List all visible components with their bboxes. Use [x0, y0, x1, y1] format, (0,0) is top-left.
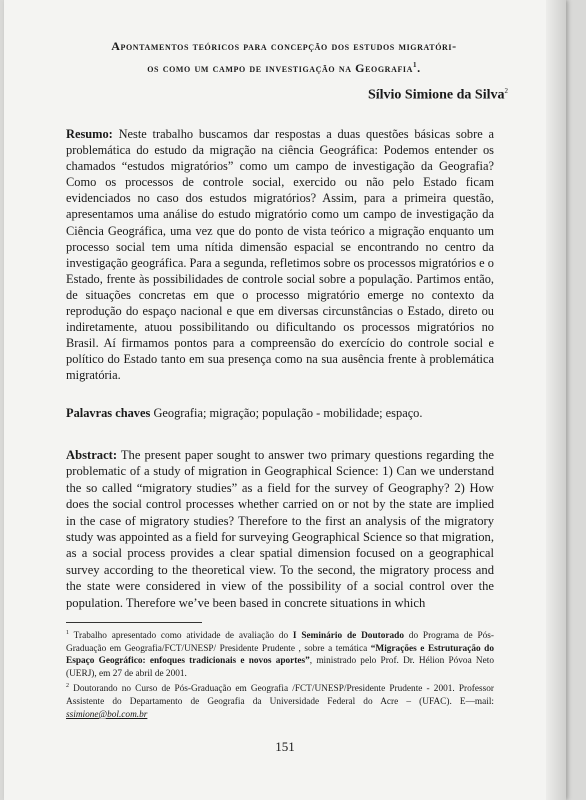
keywords-label: Palavras chaves [66, 406, 151, 420]
abstract-paragraph [66, 447, 494, 611]
article-title [44, 37, 524, 78]
footnote-1-text-c: , ministrado pelo Prof. Dr. Hélion Póvoa Neto (UERJ), em 27 de abril de 2001. [66, 656, 494, 679]
page-number: 151 [275, 739, 295, 754]
resumo-label: Resumo: [66, 127, 113, 141]
abstract-label: Abstract: [66, 448, 118, 462]
footnote-2 [66, 680, 494, 721]
footnote-2-text: Doutorando no Curso de Pós-Graduação em Geografia /FCT/UNESP/Presidente Prudente - 2001. Professor Assistente do Departamento de Geografia da Universidade Federal do Acre – (UFAC). E—mail: [66, 684, 494, 708]
title-trailing-dot: . [417, 61, 421, 75]
footnote-1 [66, 627, 494, 680]
resumo-text: Neste trabalho buscamos dar respostas a duas questões básicas sobre a problemática do estudo da migração na ciência Geográfica: Podemos entender os chamados “estudos migratórios” como um campo de investigação da Geografia? Como os processos de controle social, exercido ou não pelo Estado ficam evidenciados no caso dos estudos migratórios? Assim, para a primeira questão, apresentamos uma análise do estudo migratório como um campo de investigação da Ciência Geográfica, uma vez que do ponto de vista teórico a migração enquanto um processo social tem uma nítida dimensão espacial se encontrando no centro da investigação geográfica. Para a segunda, refletimos sobre os processos migratórios e o Estado, frente às possibilidades de controle social sobre a população. Partimos então, de situações concretas em que o processo migratório emerge no contexto da reprodução do espaço nacional e que em diversas circunstâncias o Estado, direto ou indiretamente, atuou possibilitando ou dificultando os processos migratórios no Brasil. Aí firmamos pontos para a compreensão do exercício do controle social e político do Estado tanto em sua presença como na sua ausência frente à problemática migratória. [66, 127, 494, 383]
title-line-1: Apontamentos teóricos para concepção dos estudos migratóri- [111, 39, 457, 53]
author-footnote-ref: 2 [504, 87, 508, 95]
keywords-paragraph [66, 405, 494, 421]
title-footnote-ref: 1 [413, 61, 418, 69]
author-name: Sílvio Simione da Silva [367, 87, 505, 103]
document-page [4, 0, 566, 800]
title-line-2: os como um campo de investigação na Geografia [147, 61, 414, 75]
footnote-separator [66, 622, 202, 623]
page-edge-shadow [546, 0, 566, 800]
footnote-1-text-b: do Programa de Pós-Graduação em Geografia/FCT/UNESP/ Presidente Prudente , sobre a temática [66, 631, 495, 654]
author-line [368, 87, 508, 104]
keywords-text: Geografia; migração; população - mobilidade; espaço. [153, 406, 423, 420]
resumo-paragraph [66, 126, 494, 384]
footnote-1-text-a: Trabalho apresentado como atividade de avaliação do [73, 631, 289, 642]
footnote-2-email-link[interactable]: ssimione@bol.com.br [66, 709, 148, 720]
footnote-1-number: 1 [66, 630, 69, 636]
footnote-1-bold-b: “Migrações e Estruturação do Espaço Geográfico: enfoques tradicionais e novos aportes” [66, 643, 494, 667]
footnote-1-bold-a: I Seminário de Doutorado [292, 631, 404, 642]
footnotes [66, 627, 494, 721]
footnote-2-number: 2 [66, 683, 69, 690]
abstract-text: The present paper sought to answer two primary questions regarding the problematic of a study of migration in Geographical Science: 1) Can we understand the so called “migratory studies” as a field for the survey of Geography? 2) How does the social control processes whether carried on or not by the state are implied in the case of migratory studies? Therefore to the first an analysis of the migratory study was appointed as a field for surveying Geographical Science so that migration, as a social process provides a clear spatial dimension focused on a geographical survey according to the theoretical view. To the second, the migratory process and the state were considered in view of the possibility of a social control over the population. Therefore we’ve been based in concrete situations in which [66, 448, 495, 610]
